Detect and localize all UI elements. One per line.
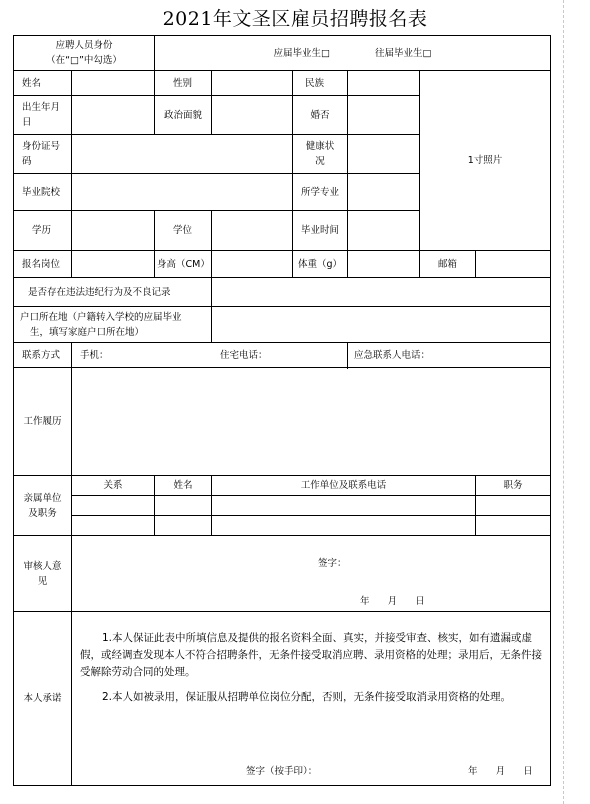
- major-field[interactable]: [347, 173, 420, 211]
- position-label: 报名岗位: [13, 250, 72, 278]
- option-fresh-graduate[interactable]: 应届毕业生□: [273, 47, 330, 59]
- hukou-label-line1: 户口所在地（户籍转入学校的应届毕业: [20, 311, 182, 323]
- rel-row2-relation[interactable]: [71, 515, 155, 536]
- identity-options: [154, 35, 551, 71]
- weight-field[interactable]: [347, 250, 420, 278]
- birth-label: 出生年月日: [13, 95, 72, 135]
- ethnicity-field[interactable]: [347, 70, 420, 96]
- photo-label: 1寸照片: [467, 155, 503, 166]
- rel-work-header: 工作单位及联系电话: [211, 475, 476, 496]
- gender-field[interactable]: [211, 70, 293, 96]
- school-label: 毕业院校: [13, 173, 72, 211]
- hukou-field[interactable]: [211, 306, 551, 343]
- commitment-label: 本人承诺: [13, 611, 72, 786]
- education-field[interactable]: [71, 210, 155, 251]
- option-previous-graduate[interactable]: 往届毕业生□: [375, 47, 432, 59]
- identity-label: [13, 35, 155, 71]
- rel-row1-work[interactable]: [211, 495, 476, 516]
- grad-time-field[interactable]: [347, 210, 420, 251]
- marital-field[interactable]: [347, 95, 420, 135]
- contact-divider: [347, 343, 348, 369]
- hukou-label: [13, 306, 212, 343]
- height-label: 身高（CM）: [154, 250, 212, 278]
- email-label: 邮箱: [419, 250, 476, 278]
- emergency-contact-label: 应急联系人电话：: [354, 350, 431, 361]
- mobile-label: 手机：: [80, 349, 109, 361]
- reviewer-label: 审核人意见: [13, 535, 72, 612]
- form-title: 2021年文圣区雇员招聘报名表: [162, 8, 428, 30]
- education-label: 学历: [13, 210, 72, 251]
- height-field[interactable]: [211, 250, 293, 278]
- ethnicity-label: 民族: [292, 70, 348, 96]
- rel-row2-work[interactable]: [211, 515, 476, 536]
- birth-field[interactable]: [71, 95, 155, 135]
- record-label: 是否存在违法违纪行为及不良记录: [13, 277, 212, 307]
- relatives-label: 亲属单位及职务: [13, 475, 72, 536]
- degree-label: 学位: [154, 210, 212, 251]
- reviewer-field[interactable]: [71, 535, 551, 612]
- rel-row2-name[interactable]: [154, 515, 212, 536]
- home-phone-label: 住宅电话：: [220, 350, 268, 361]
- health-label: 健康状况: [292, 134, 348, 174]
- rel-row1-duty[interactable]: [475, 495, 551, 516]
- id-number-label: 身份证号码: [13, 134, 72, 174]
- rel-row2-duty[interactable]: [475, 515, 551, 536]
- commitment-date: 年 月 日: [468, 766, 533, 777]
- rel-relation-header: 关系: [71, 475, 155, 496]
- identity-label-line1: 应聘人员身份: [55, 40, 113, 51]
- degree-field[interactable]: [211, 210, 293, 251]
- rel-duty-header: 职务: [475, 475, 551, 496]
- commitment-paragraph-1: 1.本人保证此表中所填信息及提供的报名资料全面、真实，并接受审查、核实，如有遗漏或虚假，或经调查发现本人不符合招聘条件，无条件接受取消应聘、录用资格的处理；录用后，无条件接受解除劳动合同的处理。: [80, 632, 542, 678]
- gender-label: 性别: [154, 70, 212, 96]
- rel-row1-relation[interactable]: [71, 495, 155, 516]
- health-field[interactable]: [347, 134, 420, 174]
- mobile-field[interactable]: [71, 342, 551, 368]
- name-field[interactable]: [71, 70, 155, 96]
- identity-label-line2: （在“□”中勾选）: [46, 55, 122, 66]
- email-field[interactable]: [475, 250, 551, 278]
- grad-time-label: 毕业时间: [292, 210, 348, 251]
- hukou-label-line2: 生，填写家庭户口所在地）: [30, 326, 145, 338]
- reviewer-date: 年 月 日: [360, 596, 425, 607]
- school-field[interactable]: [71, 173, 293, 211]
- rel-name-header: 姓名: [154, 475, 212, 496]
- political-field[interactable]: [211, 95, 293, 135]
- position-field[interactable]: [71, 250, 155, 278]
- id-number-field[interactable]: [71, 134, 293, 174]
- record-field[interactable]: [211, 277, 551, 307]
- commitment-paragraph-2: 2.本人如被录用，保证服从招聘单位岗位分配，否则，无条件接受取消录用资格的处理。: [102, 691, 512, 703]
- political-label: 政治面貌: [154, 95, 212, 135]
- commitment-signature-label: 签字（按手印）：: [246, 766, 318, 777]
- work-history-label: 工作履历: [13, 367, 72, 476]
- work-history-field[interactable]: [71, 367, 551, 476]
- rel-row1-name[interactable]: [154, 495, 212, 516]
- name-label: 姓名: [13, 70, 72, 96]
- major-label: 所学专业: [292, 173, 348, 211]
- marital-label: 婚否: [292, 95, 348, 135]
- weight-label: 体重（g）: [292, 250, 348, 278]
- page-edge-guide: [563, 0, 564, 804]
- reviewer-signature-label: 签字：: [318, 558, 347, 569]
- photo-box[interactable]: [419, 70, 551, 251]
- contact-label: 联系方式: [13, 342, 72, 368]
